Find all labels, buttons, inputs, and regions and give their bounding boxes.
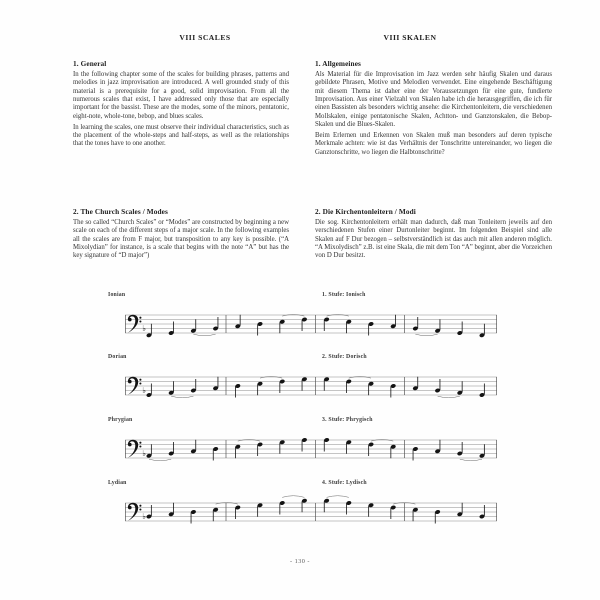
halfstep-arc [415,334,437,336]
chapter-title-german: VIII SKALEN [383,33,437,42]
flat-sign-icon: ♭ [142,448,146,458]
section2-body-english [73,219,289,263]
flat-sign-icon: ♭ [142,323,146,333]
stave-label-english: Lydian [108,480,127,486]
section2-body-german [315,219,552,263]
stave-lydian [108,480,505,538]
stave-label-german: 2. Stufe: Dorisch [322,354,367,360]
chapter-title-english: VIII SCALES [179,33,231,42]
page-number: - 130 - [290,558,310,565]
halfstep-arc [460,459,482,461]
halfstep-arc [149,459,171,461]
paragraph: The so called “Church Scales” or “Modes” are constructed by beginning a new scale on each of the different steps of a major scale. In the following examples all the scales are from F major, but transposition to any key is possible. (“A Mixolydian” for instance, is a scale that begins with the note “A” but has the key signature of “D major”) [73,219,289,260]
stave-phrygian [108,417,505,475]
paragraph: In learning the scales, one must observe their individual characteristics, such as the placement of the whole-steps and half-steps, as well as the relationships that the tones have to one another. [73,123,289,148]
paragraph: Die sog. Kirchentonleitern erhält man dadurch, daß man Tonleitern jeweils auf den verschiedenen Stufen einer Durtonleiter beginnt. Im folgenden Beispiel sind alle Skalen auf F Dur bezogen – selbstverständlich ist das auch mit allen anderen möglich. “A Mixolydisch” z.B. ist eine Skala, die mit dem Ton “A” beginnt, aber die Vorzeichen von D Dur besitzt. [315,219,552,260]
stave-dorian [108,354,505,412]
stave-label-english: Dorian [108,354,127,360]
stave-label-german: 3. Stufe: Phrygisch [322,417,373,423]
stave-label-english: Ionian [108,292,126,298]
stave-label-german: 1. Stufe: Ionisch [322,292,366,298]
halfstep-arc [438,396,460,398]
halfstep-arc [171,396,193,398]
stave-ionian [108,292,505,350]
section2-heading-english: 2. The Church Scales / Modes [73,207,168,216]
paragraph: In the following chapter some of the scales for building phrases, patterns and melodies in jazz improvisation are introduced. A well grounded study of this material is a prerequisite for a good, solid improvisation. From all the numerous scales that exist, I have addressed only those that are especially important for the bassist. These are the modes, some of the minors, pentatonic, eight-note, whole-tone, bebop, and blues scales. [73,71,289,120]
stave-label-english: Phrygian [108,417,133,423]
section1-body-english [73,71,289,151]
stave-label-german: 4. Stufe: Lydisch [322,480,367,486]
flat-sign-icon: ♭ [142,385,146,395]
staff-notation-svg [125,305,505,347]
halfstep-arc [193,334,215,336]
section1-heading-german: 1. Allgemeines [315,59,361,68]
staff-notation-svg [125,367,505,409]
paragraph: Beim Erlernen und Erkennen von Skalen muß man besonders auf deren typische Merkmale achten: wie ist das Verhältnis der Tonschritte untereinander, wo liegen die Ganztonschritte, wo liegen die Halbtonschritte? [315,131,552,156]
halfstep-arc [282,496,304,498]
section1-body-german [315,71,552,159]
halfstep-arc [327,496,349,498]
flat-sign-icon: ♭ [142,511,146,521]
section2-heading-german: 2. Die Kirchentonleitern / Modi [315,207,416,216]
paragraph: Als Material für die Improvisation im Jazz werden sehr häufig Skalen und daraus gebildete Phrasen, Motive und Melodien verwendet. Eine eingehende Beschäftigung mit diesem Thema ist daher eine der Voraussetzungen für eine gute, fundierte Improvisation. Aus einer Vielzahl von Skalen habe ich die herausgegriffen, die ich für einen Bassisten als besonders wichtig ansehe: die Kirchentonleitern, die verschiedenen Mollskalen, einige pentatonische Skalen, Achtton- und Ganztonskalen, die Bebop-Skalen und die Blues-Skalen. [315,71,552,129]
staff-notation-svg [125,493,505,535]
staff-notation-svg [125,430,505,472]
section1-heading-english: 1. General [73,59,107,68]
